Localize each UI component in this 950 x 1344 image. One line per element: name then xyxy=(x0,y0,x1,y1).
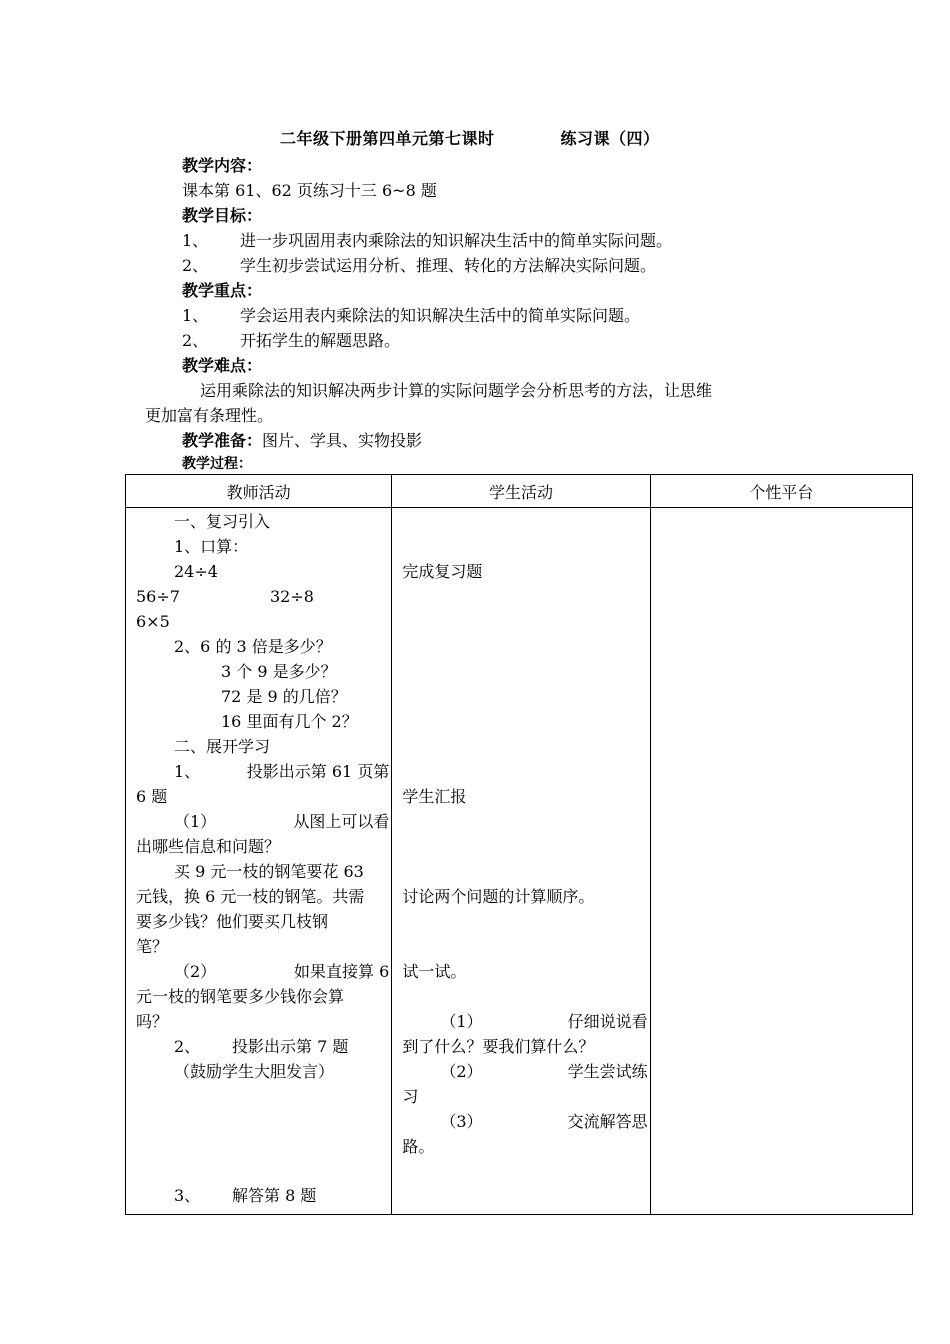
table-row xyxy=(126,508,913,1215)
student-line xyxy=(440,1012,647,1032)
content-heading: 教学内容： xyxy=(182,156,263,175)
student-line: 讨论两个问题的计算顺序。 xyxy=(402,887,595,906)
process-table xyxy=(125,474,913,1215)
key-item-1 xyxy=(182,303,640,326)
teacher-num: 1、 xyxy=(174,762,201,781)
student-num: （2） xyxy=(440,1062,483,1081)
student-line: 到了什么？要我们算什么？ xyxy=(402,1037,595,1056)
personal-platform-cell xyxy=(650,508,912,1215)
content-text: 课本第 61、62 页练习十三 6~8 题 xyxy=(182,181,437,200)
teacher-line: 要多少钱？他们要买几枝钢 xyxy=(136,912,329,931)
teacher-line: 24÷4 xyxy=(174,562,218,581)
table-header-row xyxy=(126,475,913,508)
student-text: 学生尝试练 xyxy=(567,1062,648,1081)
student-text: 交流解答思 xyxy=(567,1112,648,1131)
goal-item-2 xyxy=(182,253,656,276)
teacher-line: 6 题 xyxy=(136,787,168,806)
teacher-line: 笔？ xyxy=(136,937,169,956)
header-platform: 个性平台 xyxy=(650,475,912,508)
goal-text: 进一步巩固用表内乘除法的知识解决生活中的简单实际问题。 xyxy=(240,231,673,250)
key-heading: 教学重点： xyxy=(182,281,263,300)
difficulty-heading: 教学难点： xyxy=(182,356,263,375)
student-num: （3） xyxy=(440,1112,483,1131)
teacher-line: 一、复习引入 xyxy=(174,512,271,531)
teacher-text: 投影出示第 7 题 xyxy=(232,1037,349,1056)
teacher-line: 56÷7 xyxy=(136,587,180,606)
teacher-text: 投影出示第 61 页第 xyxy=(246,762,390,781)
teacher-line: 二、展开学习 xyxy=(174,737,271,756)
teacher-line: 16 里面有几个 2？ xyxy=(221,712,358,731)
header-student: 学生活动 xyxy=(392,475,650,508)
student-line: 试一试。 xyxy=(402,962,467,981)
goal-num: 1、 xyxy=(182,231,209,250)
key-text: 学会运用表内乘除法的知识解决生活中的简单实际问题。 xyxy=(240,306,641,325)
student-text: 仔细说说看 xyxy=(567,1012,648,1031)
teacher-text: 如果直接算 6 xyxy=(294,962,390,981)
teacher-line xyxy=(174,812,389,832)
teacher-num: （1） xyxy=(174,812,217,831)
teacher-num: 2、 xyxy=(174,1037,201,1056)
teacher-text: 从图上可以看 xyxy=(293,812,390,831)
teacher-line: 6×5 xyxy=(136,612,170,631)
student-activity-cell xyxy=(392,508,650,1215)
teacher-line: 32÷8 xyxy=(270,587,314,606)
teacher-line: 元钱，换 6 元一枝的钢笔。共需 xyxy=(136,887,365,906)
student-line: 路。 xyxy=(402,1137,435,1156)
teacher-line: 买 9 元一枝的钢笔要花 63 xyxy=(174,862,364,881)
teacher-line: 3 个 9 是多少？ xyxy=(221,662,337,681)
title-main: 二年级下册第四单元第七课时 xyxy=(280,129,495,148)
difficulty-line-2: 更加富有条理性。 xyxy=(145,406,274,425)
teacher-num: 3、 xyxy=(174,1186,201,1205)
student-line xyxy=(440,1112,647,1132)
title-sub: 练习课（四） xyxy=(560,129,660,148)
teacher-line: 元一枝的钢笔要多少钱你会算 xyxy=(136,987,345,1006)
key-num: 2、 xyxy=(182,331,209,350)
teacher-activity-cell xyxy=(126,508,392,1215)
teacher-num: （2） xyxy=(174,962,217,981)
goal-num: 2、 xyxy=(182,256,209,275)
process-heading: 教学过程： xyxy=(182,456,252,472)
key-item-2 xyxy=(182,328,400,351)
prep-text: 图片、学具、实物投影 xyxy=(262,431,423,450)
teacher-line: 出哪些信息和问题？ xyxy=(136,837,281,856)
teacher-line xyxy=(174,962,389,982)
teacher-line: 2、6 的 3 倍是多少？ xyxy=(174,637,332,656)
student-line: 完成复习题 xyxy=(402,562,483,581)
teacher-line: （鼓励学生大胆发言） xyxy=(174,1062,335,1081)
header-teacher: 教师活动 xyxy=(126,475,392,508)
prep-heading: 教学准备： xyxy=(182,431,263,450)
teacher-line xyxy=(174,762,389,782)
student-line: 习 xyxy=(402,1087,419,1106)
student-line: 学生汇报 xyxy=(402,787,467,806)
goal-text: 学生初步尝试运用分析、推理、转化的方法解决实际问题。 xyxy=(240,256,657,275)
teacher-line xyxy=(174,1186,316,1206)
teacher-line: 72 是 9 的几倍？ xyxy=(221,687,347,706)
teacher-line xyxy=(174,1037,348,1057)
page-title xyxy=(280,126,660,149)
teacher-line: 1、口算： xyxy=(174,537,249,556)
prep-line xyxy=(182,428,422,451)
teacher-text: 解答第 8 题 xyxy=(232,1186,317,1205)
student-line xyxy=(440,1062,647,1082)
teacher-line: 吗？ xyxy=(136,1012,169,1031)
student-num: （1） xyxy=(440,1012,483,1031)
key-text: 开拓学生的解题思路。 xyxy=(240,331,401,350)
difficulty-line-1: 运用乘除法的知识解决两步计算的实际问题学会分析思考的方法，让思维 xyxy=(200,381,713,400)
key-num: 1、 xyxy=(182,306,209,325)
goal-item-1 xyxy=(182,228,672,251)
goals-heading: 教学目标： xyxy=(182,206,263,225)
